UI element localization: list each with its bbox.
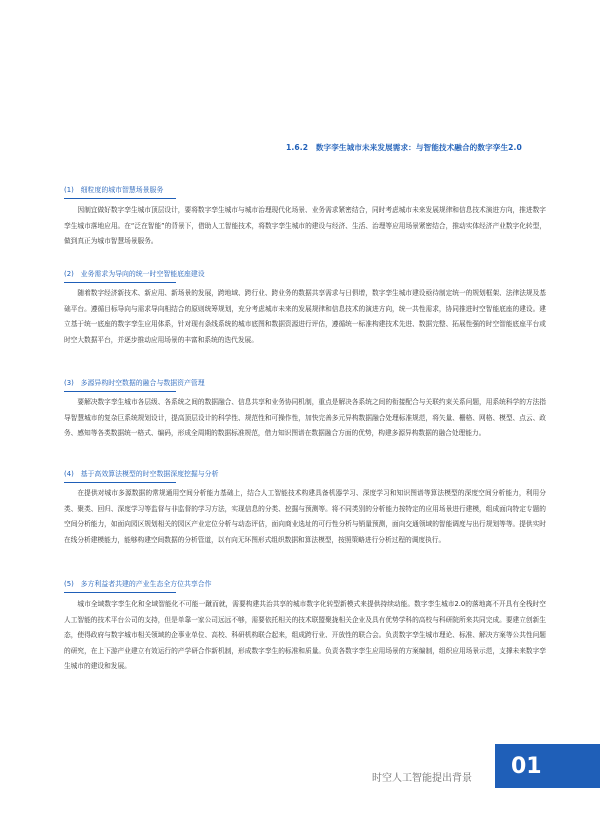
paragraph-1: 因制宜做好数字孪生城市顶层设计，要将数字孪生城市与城市治理现代化场景、业务需求紧密结合，同时考虑城市未来发展规律和信息技术演进方向，推进数字孪生城市落地应用。在“泛在智能”的背景下，借助人工智能技术，将数字孪生城市的建设与经济、生活、治理等应用场景紧密结合，推动实体经济产业数字化转型，做到真正为城市智慧场景服务。	[64, 206, 546, 246]
subheading-underline	[64, 482, 176, 483]
subheading-5	[64, 578, 212, 588]
subheading-1	[64, 184, 163, 194]
subheading-3-text: (3) 多源异构时空数据的融合与数据资产管理	[64, 379, 205, 387]
section-title: 1.6.2 数字孪生城市未来发展需求：与智能技术融合的数字孪生2.0	[286, 143, 522, 152]
paragraph-5: 城市全域数字孪生化和全域智能化不可能一蹴而就，需要构建共治共享的城市数字化转型新模式来提供持续动能。数字孪生城市2.0的落地离不开具有全栈时空人工智能的技术平台公司的支持，但是单靠一家公司远远不够，需要依托相关的技术联盟聚拢相关企业及具有优势学科的高校与科研院所来共同完成。要建立创新生态，使得政府与数字城市相关领域的企事业单位、高校、科研机构联合起来，组成跨行业、开放性的联合会。负责数字孪生城市理论、标准、解决方案等公共性问题的研究，在上下游产业建立有效运行的产学研合作新机制，形成数字孪生的标准和质量。负责各数字孪生应用场景的方案编制，组织应用场景示范，支撑未来数字孪生城市的建设和发展。	[64, 600, 546, 671]
subheading-2	[64, 268, 205, 278]
subheading-5-text: (5) 多方利益者共建的产业生态全方位共享合作	[64, 580, 212, 588]
footer-chapter-label: 时空人工智能提出背景	[372, 773, 472, 784]
footer-chapter-number: 01	[495, 744, 600, 788]
subheading-2-text: (2) 业务需求为导向的统一时空智能底座建设	[64, 270, 205, 278]
paragraph-4: 在提供对城市多源数据的常规通用空间分析能力基础上，结合人工智能技术构建具备机器学习、深度学习和知识图谱等算法模型的深度空间分析能力，利用分类、聚类、回归、深度学习等监督与非监督的学习方法，实现信息的分类、挖掘与预测等。将不同类别的分析能力按特定的应用场景进行建模，组成面向特定专题的空间分析能力，如面向园区规划相关的园区产业定位分析与动态评估，面向商业选址的可行性分析与销量预测，面向交通领域的智能调度与出行规划等等。提供实时在线分析建模能力，能够构建空间数据的分析管道，以有向无环图形式组织数据和算法模型，按照策略进行分析过程的调度执行。	[64, 489, 546, 544]
paragraph-2: 随着数字经济新技术、新应用、新场景的发展，跨地域、跨行业、跨业务的数据共享需求与日俱增，数字孪生城市建设亟待制定统一的规划框架、法律法规及基础平台。遵循目标导向与需求导向相结合的原则统筹规划，充分考虑城市未来的发展规律和信息技术的演进方向，统一共性需求，协同推进时空智能底座的建设。建立基于统一底座的数字孪生应用体系，针对现有条线系统的城市底图和数据资源进行评估，遵循统一标准构建技术先进、数据完整、拓展性强的时空智能底座平台或时空大数据平台，并逐步推动应用场景的丰富和系统的迭代发展。	[64, 289, 546, 344]
subheading-underline	[64, 592, 176, 593]
subheading-underline	[64, 391, 176, 392]
subheading-underline	[64, 282, 176, 283]
subheading-1-text: (1) 细粒度的城市智慧场景服务	[64, 186, 164, 194]
subheading-3	[64, 377, 205, 387]
subheading-underline	[64, 198, 176, 199]
subheading-4	[64, 468, 218, 478]
paragraph-3: 要解决数字孪生城市各层级、各系统之间的数据融合、信息共享和业务协同机制，重点是解决各系统之间的衔接配合与关联约束关系问题，用系统科学的方法指导智慧城市的复杂巨系统规划设计，提高顶层设计的科学性、规范性和可操作性，加快完善多元异构数据融合处理标准规范，将矢量、栅格、网格、模型、点云、政务、感知等各类数据统一格式、编码，形成全周期的数据标准规范，借力知识图谱在数据融合方面的优势，构建多源异构数据的融合处理能力。	[64, 398, 546, 438]
subheading-4-text: (4) 基于高效算法模型的时空数据深度挖掘与分析	[64, 470, 219, 478]
